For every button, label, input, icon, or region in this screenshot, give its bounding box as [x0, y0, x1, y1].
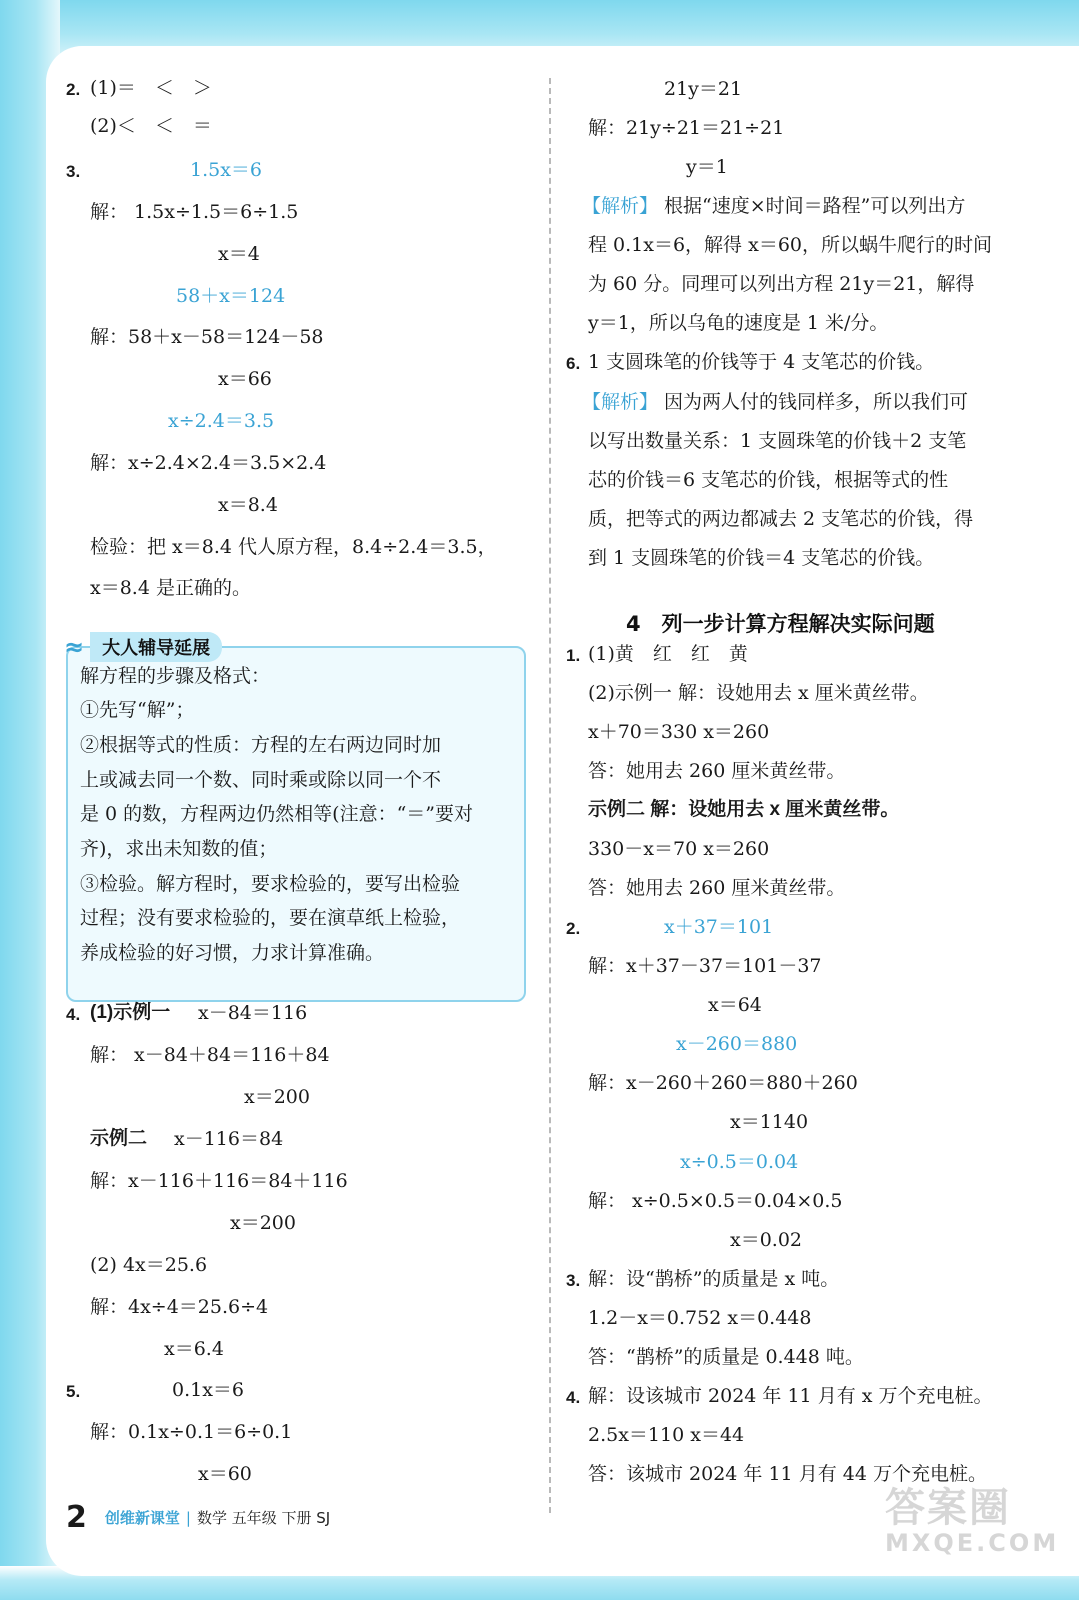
tip-line-9: 养成检验的好习惯，力求计算准确。 — [80, 942, 385, 964]
q3-check-1: 检验：把 x＝8.4 代人原方程，8.4÷2.4＝3.5， — [90, 536, 497, 558]
p4-number: 4. — [566, 1388, 581, 1407]
q3-step-1a: 解： 1.5x÷1.5＝6÷1.5 — [90, 201, 299, 223]
tip-line-7: ③检验。解方程时，要求检验的，要写出检验 — [80, 873, 461, 895]
q2-answer-2: (2)＜ ＜ ＝ — [90, 115, 212, 137]
q5-step-a: 解：0.1x÷0.1＝6÷0.1 — [90, 1421, 293, 1443]
footer-separator: | — [185, 1508, 191, 1527]
p3-line-3: 答：“鹊桥”的质量是 0.448 吨。 — [588, 1346, 864, 1368]
q2-answer-1: (1)＝ ＜ ＞ — [90, 77, 212, 99]
p1-line-1: (1)黄 红 红 黄 — [588, 643, 748, 665]
p3-number: 3. — [566, 1271, 581, 1290]
p1-line-4: 答：她用去 260 厘米黄丝带。 — [588, 760, 846, 782]
q5-equation: 0.1x＝6 — [172, 1379, 245, 1401]
p1-number: 1. — [566, 646, 581, 665]
p2-equation-2: x－260＝880 — [676, 1033, 798, 1055]
watermark — [885, 1476, 1059, 1557]
tip-line-1: 解方程的步骤及格式： — [80, 665, 271, 687]
analysis-5-line-1: 根据“速度×时间＝路程”可以列出方 — [664, 195, 966, 217]
tip-line-8: 过程；没有要求检验的，要在演草纸上检验， — [80, 907, 461, 929]
analysis-6-line-2: 以写出数量关系：1 支圆珠笔的价钱＋2 支笔 — [588, 430, 967, 452]
p1-line-5: 示例二 解：设她用去 x 厘米黄丝带。 — [588, 799, 900, 820]
analysis-5-line-2: 程 0.1x＝6，解得 x＝60，所以蜗牛爬行的时间 — [588, 234, 992, 256]
tip-header — [64, 632, 250, 662]
p1-line-2: (2)示例一 解：设她用去 x 厘米黄丝带。 — [588, 682, 929, 704]
brand-name: 创维新课堂 — [104, 1509, 180, 1527]
q2-number: 2. — [66, 80, 81, 99]
q3-equation-3: x÷2.4＝3.5 — [168, 410, 275, 432]
analysis-5-line-4: y＝1，所以乌龟的速度是 1 米/分。 — [588, 312, 889, 334]
r-eq: 21y＝21 — [664, 78, 743, 100]
analysis-6-line-3: 芯的价钱＝6 支笔芯的价钱，根据等式的性 — [588, 469, 949, 491]
p1-line-7: 答：她用去 260 厘米黄丝带。 — [588, 877, 846, 899]
q4-part1-step-b: x＝200 — [244, 1086, 310, 1108]
p3-line-2: 1.2－x＝0.752 x＝0.448 — [588, 1307, 812, 1329]
q4-part2-step-a: 解：4x÷4＝25.6÷4 — [90, 1296, 269, 1318]
analysis-6-line-4: 质，把等式的两边都减去 2 支笔芯的价钱，得 — [588, 508, 974, 530]
watermark-url: MXQE.COM — [885, 1529, 1060, 1557]
p1-line-3: x＋70＝330 x＝260 — [588, 721, 770, 743]
analysis-6-line-1: 因为两人付的钱同样多，所以我们可 — [664, 391, 969, 413]
q5-number: 5. — [66, 1382, 81, 1401]
analysis-6-line-5: 到 1 支圆珠笔的价钱＝4 支笔芯的价钱。 — [588, 547, 935, 569]
q3-number: 3. — [66, 162, 81, 181]
p2-step-f: x＝0.02 — [730, 1229, 803, 1251]
page-number: 2 — [66, 1500, 87, 1535]
tip-title: 大人辅导延展 — [90, 632, 222, 662]
tip-line-3: ②根据等式的性质：方程的左右两边同时加 — [80, 734, 442, 756]
analysis-5-line-3: 为 60 分。同理可以列出方程 21y＝21，解得 — [588, 273, 975, 295]
p2-equation-3: x÷0.5＝0.04 — [680, 1151, 799, 1173]
q4-part2: (2) 4x＝25.6 — [90, 1254, 208, 1276]
p2-step-c: 解：x－260＋260＝880＋260 — [588, 1072, 858, 1094]
q3-step-3a: 解：x÷2.4×2.4＝3.5×2.4 — [90, 452, 327, 474]
q4-part1-example2-step-a: 解：x－116＋116＝84＋116 — [90, 1170, 348, 1192]
book-meta: 数学 五年级 下册 SJ — [196, 1509, 331, 1527]
p4-line-1: 解：设该城市 2024 年 11 月有 x 万个充电桩。 — [588, 1385, 993, 1407]
p2-step-a: 解：x＋37－37＝101－37 — [588, 955, 822, 977]
p2-number: 2. — [566, 919, 581, 938]
analysis-tag-6: 【解析】 — [582, 391, 659, 413]
q4-part1-label: (1)示例一 — [90, 1002, 171, 1023]
q5-step-b: x＝60 — [198, 1463, 252, 1485]
q3-step-2a: 解：58＋x－58＝124－58 — [90, 326, 324, 348]
footer — [66, 1500, 330, 1535]
p2-step-e: 解： x÷0.5×0.5＝0.04×0.5 — [588, 1190, 843, 1212]
q4-part1-step-a: 解： x－84＋84＝116＋84 — [90, 1044, 330, 1066]
q4-part1-example2-equation: x－116＝84 — [174, 1128, 284, 1150]
q4-number: 4. — [66, 1005, 81, 1024]
p4-line-2: 2.5x＝110 x＝44 — [588, 1424, 745, 1446]
q3-step-1b: x＝4 — [218, 243, 260, 265]
tip-line-4: 上或减去同一个数、同时乘或除以同一个不 — [80, 769, 442, 791]
column-divider — [549, 78, 551, 1513]
r-step-a: 解：21y÷21＝21÷21 — [588, 117, 785, 139]
analysis-tag-5: 【解析】 — [582, 195, 659, 217]
q6-number: 6. — [566, 354, 581, 373]
q3-check-2: x＝8.4 是正确的。 — [90, 577, 251, 599]
watermark-title: 答案圈 — [885, 1485, 1011, 1531]
q4-part1-example2-label: 示例二 — [90, 1128, 148, 1149]
p2-equation-1: x＋37＝101 — [664, 916, 774, 938]
q4-part1-example2-step-b: x＝200 — [230, 1212, 296, 1234]
r-step-b: y＝1 — [686, 156, 728, 178]
section-title: 4 列一步计算方程解决实际问题 — [626, 612, 935, 636]
q3-step-3b: x＝8.4 — [218, 494, 278, 516]
p3-line-1: 解：设“鹊桥”的质量是 x 吨。 — [588, 1268, 840, 1290]
p1-line-6: 330－x＝70 x＝260 — [588, 838, 770, 860]
tip-line-6: 齐)，求出未知数的值； — [80, 838, 278, 860]
q4-part1-equation: x－84＝116 — [198, 1002, 308, 1024]
q3-equation-1: 1.5x＝6 — [190, 159, 263, 181]
q3-step-2b: x＝66 — [218, 368, 272, 390]
wave-icon: ≈ — [64, 633, 85, 661]
q3-equation-2: 58＋x＝124 — [176, 285, 286, 307]
tip-line-2: ①先写“解”； — [80, 699, 195, 721]
tip-line-5: 是 0 的数，方程两边仍然相等(注意：“＝”要对 — [80, 803, 474, 825]
p2-step-d: x＝1140 — [730, 1111, 809, 1133]
p2-step-b: x＝64 — [708, 994, 762, 1016]
p4-line-3: 答：该城市 2024 年 11 月有 44 万个充电桩。 — [588, 1463, 987, 1485]
q6-answer: 1 支圆珠笔的价钱等于 4 支笔芯的价钱。 — [588, 351, 935, 373]
q4-part2-step-b: x＝6.4 — [164, 1338, 224, 1360]
